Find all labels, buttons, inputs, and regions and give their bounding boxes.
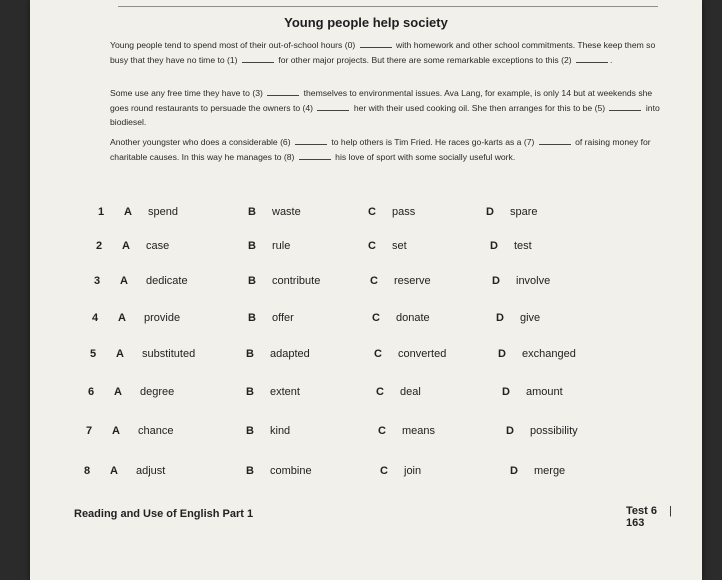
option-c-word: deal bbox=[400, 386, 421, 398]
option-c-word: join bbox=[404, 465, 422, 477]
exam-page bbox=[30, 0, 702, 580]
option-d-word: involve bbox=[516, 275, 551, 287]
question-row-2 bbox=[30, 240, 702, 258]
option-b-word: extent bbox=[270, 386, 300, 398]
option-c-word: converted bbox=[398, 348, 447, 360]
p2-text-1: Some use any free time they have to (3) bbox=[110, 88, 263, 98]
option-letter-a: A bbox=[122, 240, 130, 252]
option-d-word: possibility bbox=[530, 425, 578, 437]
option-letter-b: B bbox=[246, 425, 254, 437]
option-letter-c: C bbox=[370, 275, 378, 287]
question-row-7 bbox=[30, 425, 702, 443]
option-b-word: contribute bbox=[272, 275, 321, 287]
paragraph-2 bbox=[110, 86, 670, 130]
option-letter-c: C bbox=[368, 206, 376, 218]
option-letter-b: B bbox=[248, 312, 256, 324]
question-row-1 bbox=[30, 206, 702, 224]
option-c-word: means bbox=[402, 425, 436, 437]
top-rule bbox=[118, 6, 658, 7]
option-d-word: merge bbox=[534, 465, 566, 477]
option-a-word: substituted bbox=[142, 348, 196, 360]
option-a-word: dedicate bbox=[146, 275, 188, 287]
option-letter-c: C bbox=[372, 312, 380, 324]
option-letter-a: A bbox=[114, 386, 122, 398]
option-letter-d: D bbox=[498, 348, 506, 360]
option-letter-b: B bbox=[246, 386, 254, 398]
paragraph-1 bbox=[110, 38, 670, 67]
gap-4 bbox=[317, 101, 349, 111]
option-letter-b: B bbox=[248, 275, 256, 287]
option-d-word: spare bbox=[510, 206, 538, 218]
paragraph-3 bbox=[110, 135, 670, 164]
gap-6 bbox=[295, 135, 327, 145]
footer-separator: | bbox=[668, 505, 672, 517]
option-letter-a: A bbox=[120, 275, 128, 287]
option-a-word: spend bbox=[148, 206, 178, 218]
option-d-word: test bbox=[514, 240, 532, 252]
option-letter-c: C bbox=[374, 348, 382, 360]
option-c-word: pass bbox=[392, 206, 416, 218]
option-a-word: chance bbox=[138, 425, 174, 437]
option-c-word: reserve bbox=[394, 275, 431, 287]
option-a-word: adjust bbox=[136, 465, 166, 477]
question-row-6 bbox=[30, 386, 702, 404]
p3-text-3: of raising money for charitable causes. In this way he manages to (8) bbox=[110, 137, 651, 162]
question-number: 5 bbox=[90, 348, 97, 360]
option-letter-b: B bbox=[248, 240, 256, 252]
option-letter-d: D bbox=[492, 275, 500, 287]
p1-text-3: for other major projects. But there are some remarkable exceptions to this (2) bbox=[278, 54, 572, 65]
option-letter-d: D bbox=[506, 425, 514, 437]
question-number: 8 bbox=[84, 465, 91, 477]
gap-2 bbox=[576, 53, 608, 63]
option-d-word: exchanged bbox=[522, 348, 576, 360]
option-letter-d: D bbox=[502, 386, 510, 398]
question-number: 7 bbox=[86, 425, 93, 437]
gap-3 bbox=[267, 86, 299, 96]
gap-7 bbox=[539, 135, 571, 145]
option-a-word: provide bbox=[144, 312, 181, 324]
footer-page-number: 163 bbox=[626, 517, 645, 529]
page-title: Young people help society bbox=[284, 15, 448, 30]
option-letter-b: B bbox=[246, 465, 254, 477]
option-b-word: rule bbox=[272, 240, 291, 252]
p3-text-4: his love of sport with some socially useful work. bbox=[335, 151, 516, 162]
option-letter-a: A bbox=[124, 206, 132, 218]
p3-text-2: to help others is Tim Fried. He races go-karts as a (7) bbox=[331, 137, 535, 147]
option-letter-d: D bbox=[486, 206, 494, 218]
option-b-word: combine bbox=[270, 465, 312, 477]
question-row-5 bbox=[30, 348, 702, 366]
option-letter-d: D bbox=[490, 240, 498, 252]
question-number: 3 bbox=[94, 275, 101, 287]
footer-test-label: Test 6 bbox=[626, 505, 657, 517]
option-b-word: adapted bbox=[270, 348, 310, 360]
option-b-word: kind bbox=[270, 425, 291, 437]
option-a-word: case bbox=[146, 240, 170, 252]
option-letter-c: C bbox=[380, 465, 388, 477]
option-c-word: set bbox=[392, 240, 407, 252]
option-letter-a: A bbox=[116, 348, 124, 360]
option-d-word: amount bbox=[526, 386, 563, 398]
option-letter-a: A bbox=[110, 465, 118, 477]
question-number: 1 bbox=[98, 206, 105, 218]
question-row-3 bbox=[30, 275, 702, 293]
p1-text-1: Young people tend to spend most of their out-of-school hours (0) bbox=[110, 40, 356, 50]
option-b-word: offer bbox=[272, 312, 294, 324]
question-number: 2 bbox=[96, 240, 103, 252]
option-letter-c: C bbox=[368, 240, 376, 252]
p1-text-4: . bbox=[610, 54, 613, 65]
option-letter-b: B bbox=[246, 348, 254, 360]
option-letter-a: A bbox=[112, 425, 120, 437]
question-row-4 bbox=[30, 312, 702, 330]
option-letter-a: A bbox=[118, 312, 126, 324]
option-letter-d: D bbox=[510, 465, 518, 477]
p2-text-3: her with their used cooking oil. She then arranges for this to be (5) bbox=[353, 102, 606, 113]
question-number: 6 bbox=[88, 386, 95, 398]
p2-text-2: themselves to environmental issues. Ava Lang, for example, is only 14 but at weekends she goes round restaurants to persuade the owners to (4) bbox=[110, 88, 653, 113]
option-letter-c: C bbox=[376, 386, 384, 398]
option-c-word: donate bbox=[396, 312, 430, 324]
gap-1 bbox=[242, 53, 274, 63]
option-letter-b: B bbox=[248, 206, 256, 218]
p3-text-1: Another youngster who does a considerable (6) bbox=[110, 137, 291, 147]
footer-page-info bbox=[626, 505, 702, 529]
gap-8 bbox=[299, 150, 331, 160]
question-number: 4 bbox=[92, 312, 99, 324]
option-d-word: give bbox=[520, 312, 541, 324]
gap-5 bbox=[609, 101, 641, 111]
option-a-word: degree bbox=[140, 386, 175, 398]
p2-text-4: into biodiesel. bbox=[110, 102, 660, 127]
option-letter-d: D bbox=[496, 312, 504, 324]
gap-0 bbox=[360, 38, 392, 48]
option-letter-c: C bbox=[378, 425, 386, 437]
p1-text-2: with homework and other school commitments. These keep them so busy that they have no time to (1) bbox=[110, 40, 656, 65]
option-b-word: waste bbox=[272, 206, 301, 218]
question-row-8 bbox=[30, 465, 702, 483]
footer-section-title: Reading and Use of English Part 1 bbox=[74, 508, 254, 520]
